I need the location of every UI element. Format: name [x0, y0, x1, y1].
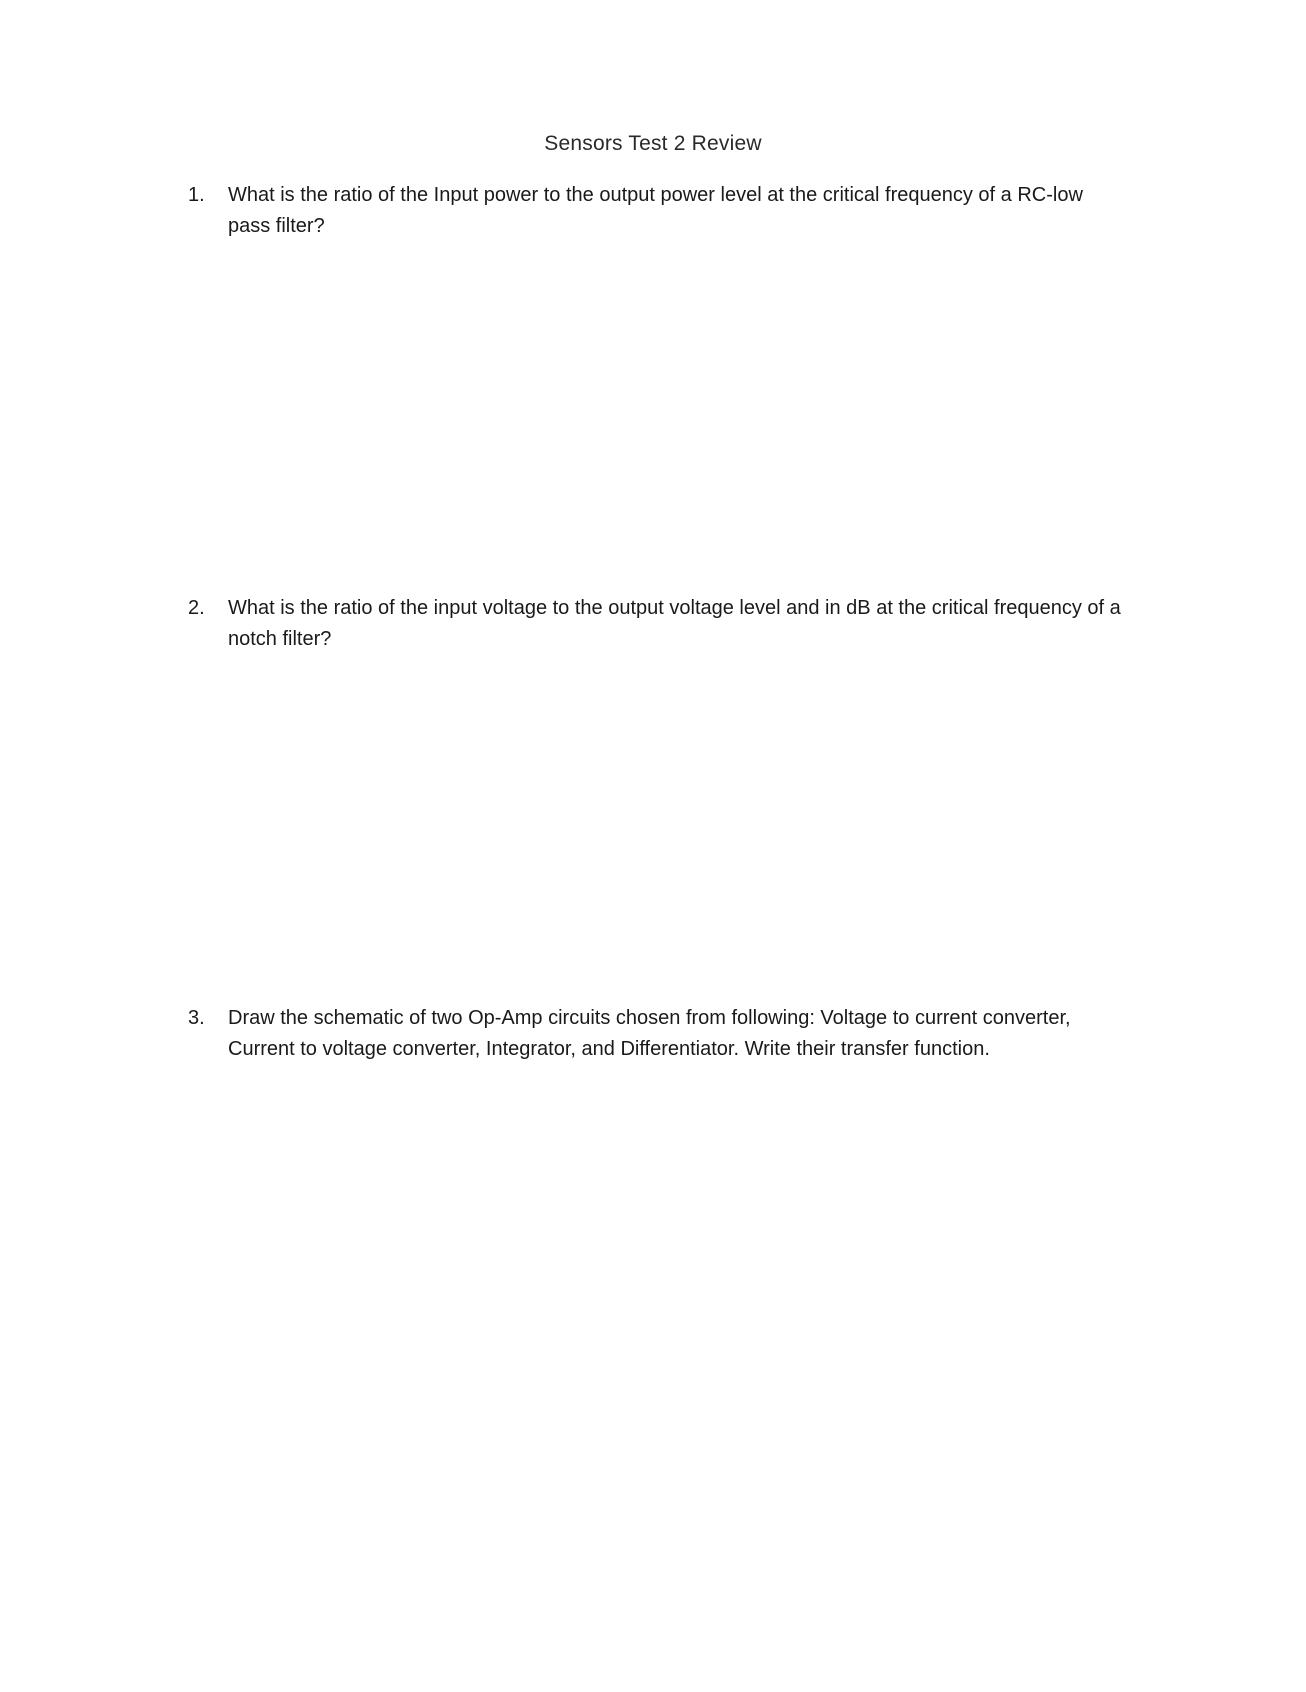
question-text: What is the ratio of the Input power to the output power level at the critical frequency of a RC-low pass filter?	[228, 184, 1083, 237]
question-number: 2.	[188, 597, 205, 619]
question-1	[188, 180, 1148, 242]
question-number: 3.	[188, 1007, 205, 1029]
question-3	[188, 1003, 1148, 1065]
page-title: Sensors Test 2 Review	[544, 132, 762, 155]
question-2	[188, 593, 1148, 655]
question-text: What is the ratio of the input voltage to the output voltage level and in dB at the critical frequency of a notch filter?	[228, 597, 1121, 650]
question-number: 1.	[188, 184, 205, 206]
question-text: Draw the schematic of two Op-Amp circuits chosen from following: Voltage to current converter, Current to voltage converter, Integrator, and Differentiator. Write their transfer function.	[228, 1007, 1071, 1060]
